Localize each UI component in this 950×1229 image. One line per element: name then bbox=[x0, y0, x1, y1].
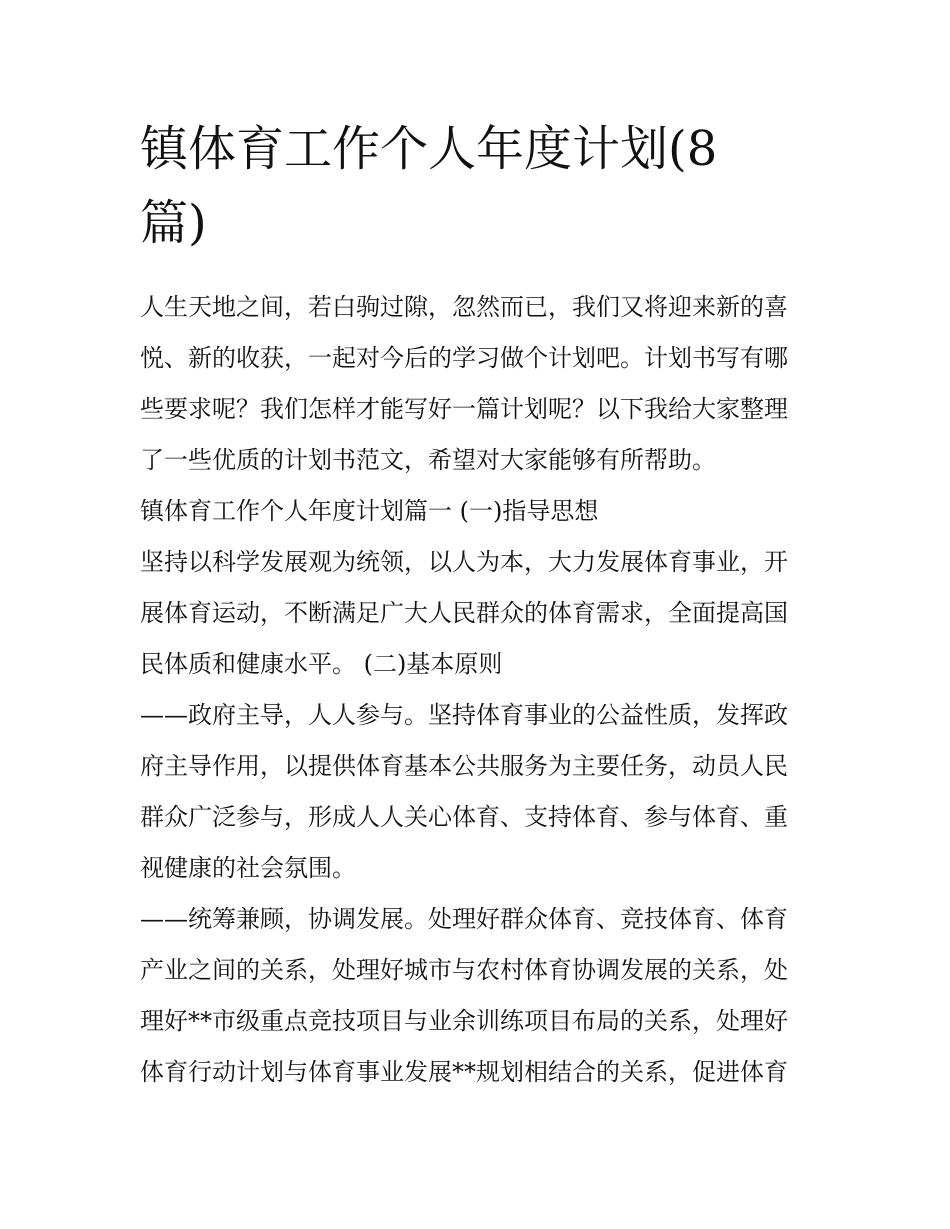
section-heading: 镇体育工作个人年度计划篇一 (一)指导思想 bbox=[140, 497, 599, 525]
body-line: 产业之间的关系，处理好城市与农村体育协调发展的关系，处 bbox=[140, 956, 788, 984]
body-line: 群众广泛参与，形成人人关心体育、支持体育、参与体育、重 bbox=[140, 803, 788, 831]
body-line: 体育行动计划与体育事业发展**规划相结合的关系，促进体育 bbox=[140, 1058, 788, 1086]
body-line: 些要求呢？我们怎样才能写好一篇计划呢？以下我给大家整理 bbox=[140, 395, 788, 423]
body-line: 坚持以科学发展观为统领，以人为本，大力发展体育事业，开 bbox=[140, 548, 788, 576]
title-line-2: 篇) bbox=[140, 195, 207, 251]
document-body bbox=[140, 282, 812, 1098]
title-line-1: 镇体育工作个人年度计划(8 bbox=[140, 121, 718, 177]
body-line: 展体育运动，不断满足广大人民群众的体育需求，全面提高国 bbox=[140, 599, 788, 627]
document-title bbox=[140, 112, 780, 260]
body-line: 府主导作用，以提供体育基本公共服务为主要任务，动员人民 bbox=[140, 752, 788, 780]
body-line: 视健康的社会氛围。 bbox=[140, 854, 356, 882]
body-line: ——政府主导，人人参与。坚持体育事业的公益性质，发挥政 bbox=[140, 701, 788, 729]
body-line: ——统筹兼顾，协调发展。处理好群众体育、竞技体育、体育 bbox=[140, 905, 788, 933]
body-line: 民体质和健康水平。 (二)基本原则 bbox=[140, 650, 503, 678]
body-line: 悦、新的收获，一起对今后的学习做个计划吧。计划书写有哪 bbox=[140, 344, 788, 372]
body-line: 理好**市级重点竞技项目与业余训练项目布局的关系，处理好 bbox=[140, 1007, 788, 1035]
body-line: 人生天地之间，若白驹过隙，忽然而已，我们又将迎来新的喜 bbox=[140, 293, 788, 321]
body-line: 了一些优质的计划书范文，希望对大家能够有所帮助。 bbox=[140, 446, 716, 474]
